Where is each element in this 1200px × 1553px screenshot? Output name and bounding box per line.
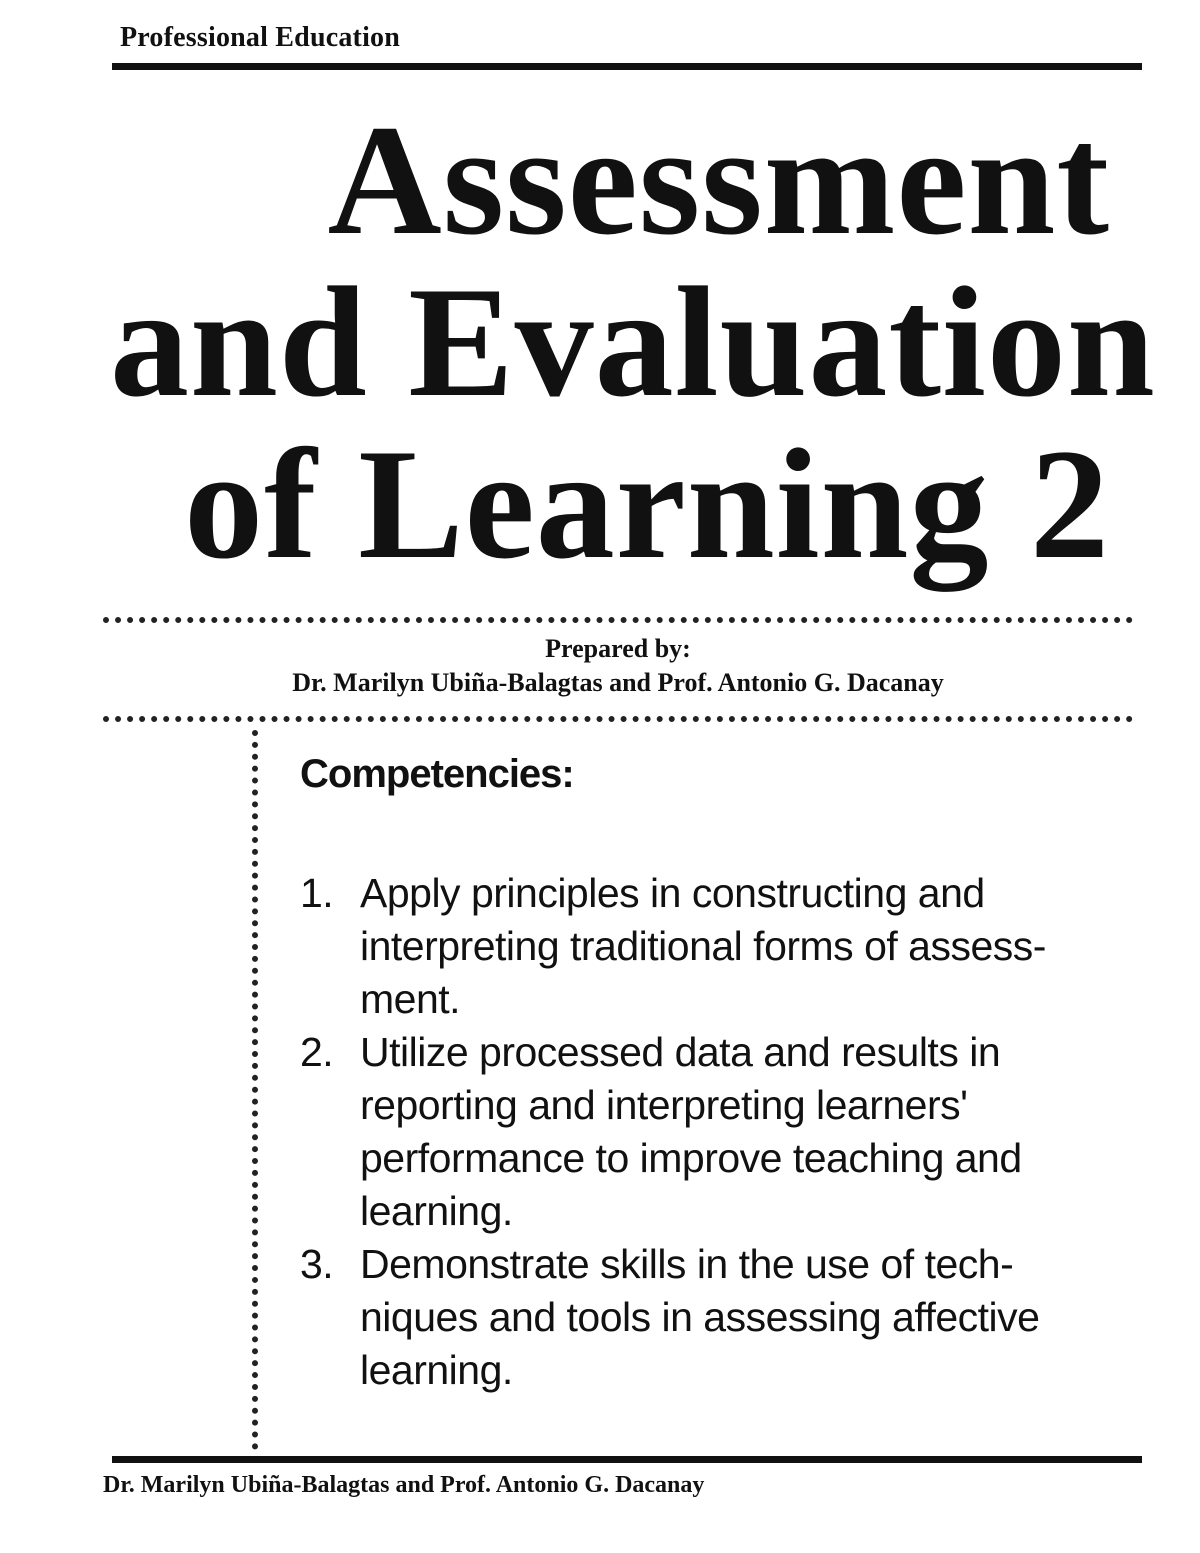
page-title xyxy=(110,93,1156,592)
competencies-list xyxy=(300,867,1120,1397)
title-line-3: of Learning 2 xyxy=(184,417,1110,592)
competencies-section xyxy=(300,752,1120,1397)
competencies-heading: Competencies: xyxy=(300,752,574,796)
dotted-divider-top xyxy=(103,617,1133,623)
top-rule xyxy=(112,63,1142,70)
footer-authors: Dr. Marilyn Ubiña-Balagtas and Prof. Antonio G. Dacanay xyxy=(103,1472,705,1498)
competency-text: Apply principles in constructing and interpreting traditional forms of assess-ment. xyxy=(360,870,1046,1022)
competency-text: Demonstrate skills in the use of tech-niques and tools in assessing affective learning. xyxy=(360,1241,1040,1393)
competency-number: 1. xyxy=(300,870,334,916)
prepared-by-authors: Dr. Marilyn Ubiña-Balagtas and Prof. Antonio G. Dacanay xyxy=(292,668,944,697)
dotted-divider-bottom xyxy=(103,716,1133,722)
competency-text: Utilize processed data and results in reporting and interpreting learners' performance to improve teaching and learning. xyxy=(360,1029,1022,1234)
title-line-1: Assessment xyxy=(327,93,1110,268)
section-label: Professional Education xyxy=(120,22,401,53)
competency-item xyxy=(300,867,1120,1026)
title-line-2: and Evaluation xyxy=(110,255,1156,430)
competency-item xyxy=(300,1238,1120,1397)
competency-number: 3. xyxy=(300,1241,334,1287)
prepared-by-block xyxy=(103,632,1133,700)
prepared-by-label: Prepared by: xyxy=(545,634,691,663)
vertical-dotted-divider xyxy=(252,730,258,1450)
bottom-rule xyxy=(112,1456,1142,1463)
competency-item xyxy=(300,1026,1120,1238)
competency-number: 2. xyxy=(300,1029,334,1075)
